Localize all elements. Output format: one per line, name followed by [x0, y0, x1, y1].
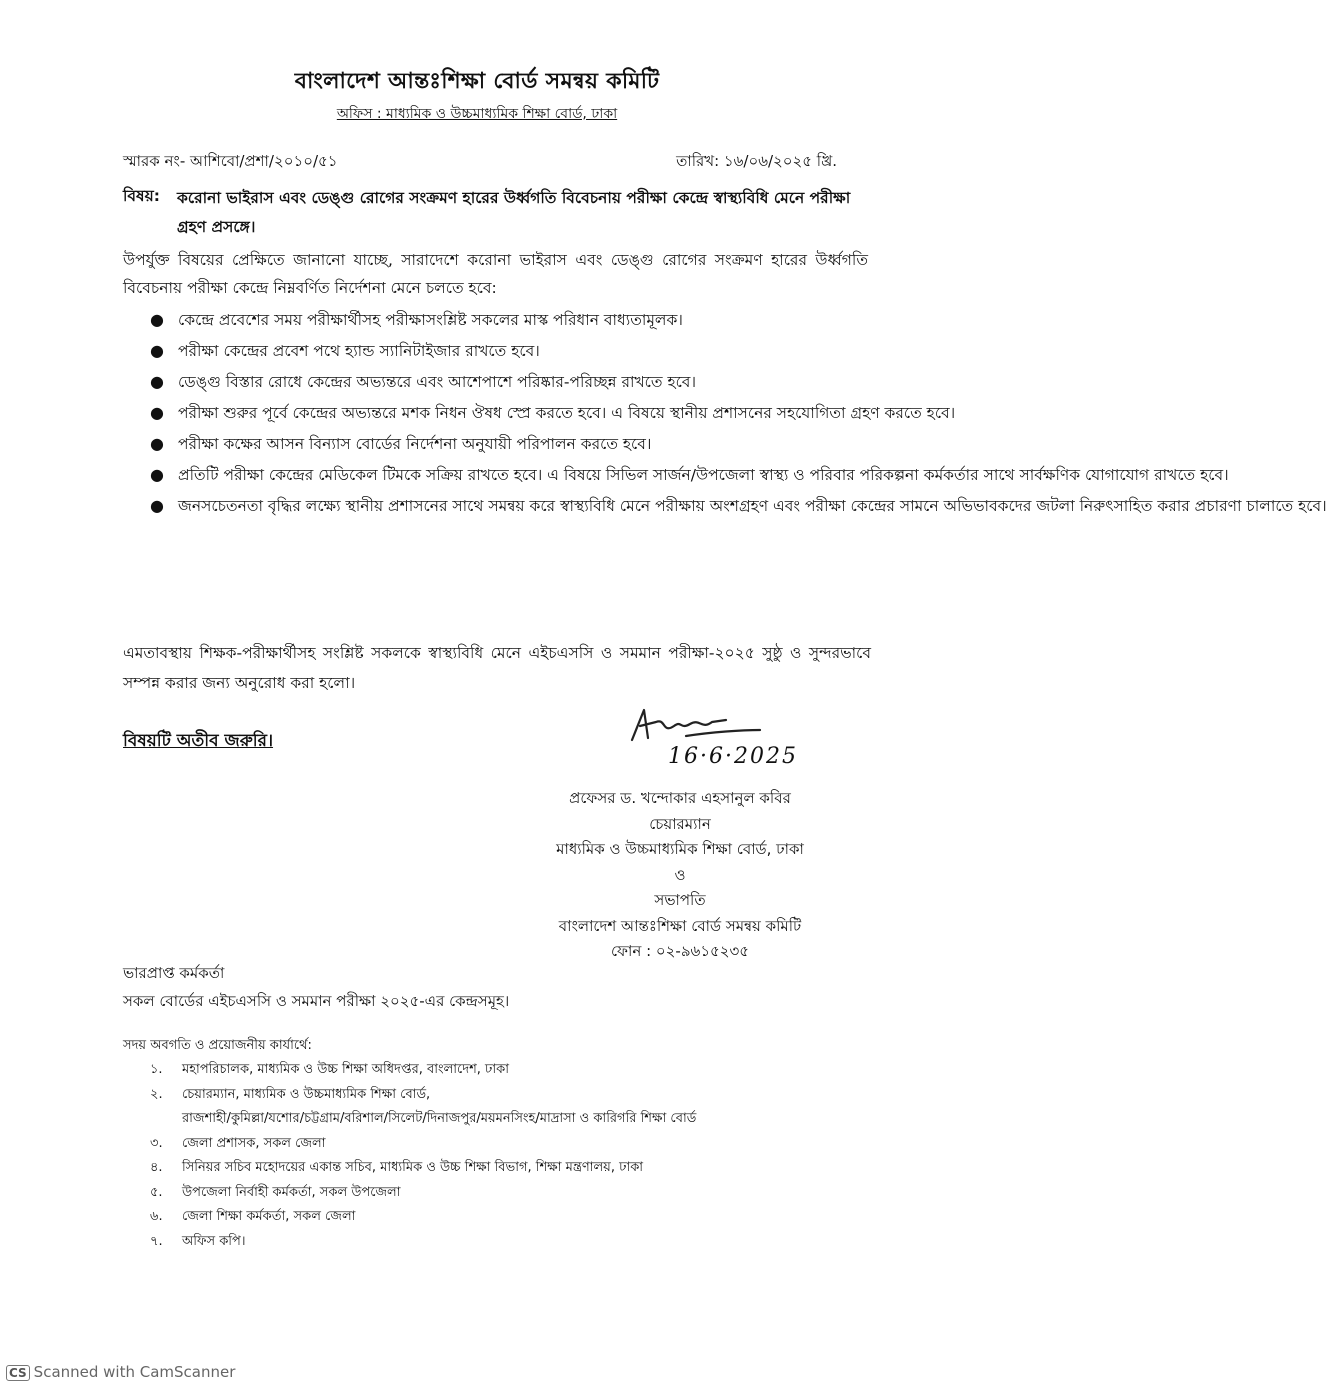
copy-to-list: [150, 1058, 850, 1254]
recipient-text: সকল বোর্ডের এইচএসসি ও সমমান পরীক্ষা ২০২৫-এর কেন্দ্রসমূহ।: [123, 992, 510, 1010]
office-text: অফিস : মাধ্যমিক ও উচ্চমাধ্যমিক শিক্ষা বোর্ড, ঢাকা: [336, 106, 618, 122]
item-text: মহাপরিচালক, মাধ্যমিক ও উচ্চ শিক্ষা অধিদপ্তর, বাংলাদেশ, ঢাকা: [182, 1062, 510, 1077]
signatory-phone: ফোন : ০২-৯৬১৫২৩৫: [610, 942, 750, 960]
list-item: [150, 1181, 850, 1206]
instruction-text: ডেঙ্গু বিস্তার রোধে কেন্দ্রের অভ্যন্তরে এবং আশেপাশে পরিষ্কার-পরিচ্ছন্ন রাখতে হবে।: [178, 373, 696, 391]
instruction-item: [146, 492, 1327, 520]
subject-label: বিষয়:: [123, 187, 160, 205]
instruction-item: [146, 430, 872, 458]
camscanner-logo-icon: CS: [6, 1365, 30, 1381]
bullet-icon: ●: [150, 403, 164, 422]
instruction-text: পরীক্ষা শুরুর পূর্বে কেন্দ্রের অভ্যন্তরে মশক নিধন ঔষধ স্প্রে করতে হবে। এ বিষয়ে স্থানীয় প্রশাসনের সহযোগিতা গ্রহণ করতে হবে।: [178, 404, 956, 422]
bullet-icon: ●: [150, 341, 164, 360]
bullet-icon: ●: [150, 372, 164, 391]
item-number: ৬.: [150, 1209, 163, 1224]
item-text: সিনিয়র সচিব মহোদয়ের একান্ত সচিব, মাধ্যমিক ও উচ্চ শিক্ষা বিভাগ, শিক্ষা মন্ত্রণালয়, ঢাকা: [182, 1160, 644, 1175]
office-line: [0, 102, 954, 126]
bullet-icon: ●: [150, 465, 164, 484]
item-text-continued: রাজশাহী/কুমিল্লা/যশোর/চট্টগ্রাম/বরিশাল/সিলেট/দিনাজপুর/ময়মনসিংহ/মাদ্রাসা ও কারিগরি শিক্ষা বোর্ড: [182, 1111, 697, 1126]
instruction-text: পরীক্ষা কেন্দ্রের প্রবেশ পথে হ্যান্ড স্যানিটাইজার রাখতে হবে।: [178, 342, 540, 360]
list-item: [150, 1205, 850, 1230]
signatory-designation: চেয়ারম্যান: [649, 814, 711, 833]
handwritten-date: 16·6·2025: [668, 744, 798, 769]
instruction-item: [146, 368, 872, 396]
signatory-board: মাধ্যমিক ও উচ্চমাধ্যমিক শিক্ষা বোর্ড, ঢাকা: [556, 840, 804, 858]
instruction-item: [146, 461, 1229, 489]
list-item: [150, 1132, 850, 1157]
watermark-text: Scanned with CamScanner: [33, 1363, 236, 1381]
signatory-name: প্রফেসর ড. খন্দোকার এহসানুল কবির: [569, 789, 791, 807]
signatory-committee: বাংলাদেশ আন্তঃশিক্ষা বোর্ড সমন্বয় কমিটি: [558, 916, 802, 935]
item-number: ১.: [150, 1062, 163, 1077]
list-item: [150, 1083, 850, 1132]
item-number: ৭.: [150, 1233, 163, 1249]
urgent-note: বিষয়টি অতীব জরুরি।: [123, 731, 274, 751]
item-text: জেলা প্রশাসক, সকল জেলা: [182, 1135, 326, 1151]
instruction-item: [146, 399, 956, 427]
issue-date: তারিখ: ১৬/০৬/২০২৫ খ্রি.: [676, 152, 837, 170]
instruction-text: প্রতিটি পরীক্ষা কেন্দ্রের মেডিকেল টিমকে সক্রিয় রাখতে হবে। এ বিষয়ে সিভিল সার্জন/উপজেলা স্বাস্থ্য ও পরিবার পরিকল্পনা কর্মকর্তার সাথে সার্বক্ষণিক যোগাযোগ রাখতে হবে।: [178, 466, 1229, 484]
instruction-item: [146, 337, 872, 365]
signatory-conjunction: ও: [674, 865, 686, 884]
signatory-role: সভাপতি: [654, 891, 706, 909]
instruction-text: জনসচেতনতা বৃদ্ধির লক্ষ্যে স্থানীয় প্রশাসনের সাথে সমন্বয় করে স্বাস্থ্যবিধি মেনে পরীক্ষায় অংশগ্রহণ এবং পরীক্ষা কেন্দ্রের সামনে অভিভাবকদের জটলা নিরুৎসাহিত করার প্রচারণা চালাতে হবে।: [178, 497, 1327, 515]
bullet-icon: ●: [150, 310, 164, 329]
copy-to-label: সদয় অবগতি ও প্রয়োজনীয় কার্যার্থে:: [123, 1038, 312, 1053]
bullet-icon: ●: [150, 434, 164, 453]
item-number: ৫.: [150, 1184, 163, 1200]
closing-paragraph: এমতাবস্থায় শিক্ষক-পরীক্ষার্থীসহ সংশ্লিষ্ট সকলকে স্বাস্থ্যবিধি মেনে এইচএসসি ও সমমান পরীক্ষা-২০২৫ সুষ্ঠু ও সুন্দরভাবে সম্পন্ন করার জন্য অনুরোধ করা হলো।: [123, 644, 871, 692]
item-number: ৩.: [150, 1135, 163, 1151]
item-number: ৪.: [150, 1160, 163, 1175]
list-item: [150, 1058, 850, 1083]
recipient-label: ভারপ্রাপ্ত কর্মকর্তা: [123, 964, 225, 982]
intro-paragraph: উপর্যুক্ত বিষয়ের প্রেক্ষিতে জানানো যাচ্ছে, সারাদেশে করোনা ভাইরাস এবং ডেঙ্গু রোগের সংক্রমণ হারের উর্ধ্বগতি বিবেচনায় পরীক্ষা কেন্দ্রে নিম্নবর্ণিত নির্দেশনা মেনে চলতে হবে:: [123, 251, 868, 297]
item-text: উপজেলা নির্বাহী কর্মকর্তা, সকল উপজেলা: [182, 1184, 401, 1200]
instruction-text: পরীক্ষা কক্ষের আসন বিন্যাস বোর্ডের নির্দেশনা অনুযায়ী পরিপালন করতে হবে।: [178, 435, 652, 453]
bullet-icon: ●: [150, 496, 164, 515]
item-text: অফিস কপি।: [182, 1233, 246, 1249]
item-number: ২.: [150, 1086, 163, 1102]
memo-number: স্মারক নং- আশিবো/প্রশা/২০১০/৫১: [123, 152, 338, 170]
instruction-text: কেন্দ্রে প্রবেশের সময় পরীক্ষার্থীসহ পরীক্ষাসংশ্লিষ্ট সকলের মাস্ক পরিধান বাধ্যতামূলক।: [178, 311, 683, 329]
list-item: [150, 1156, 850, 1181]
subject-text: করোনা ভাইরাস এবং ডেঙ্গু রোগের সংক্রমণ হারের উর্ধ্বগতি বিবেচনায় পরীক্ষা কেন্দ্রে স্বাস্থ্যবিধি মেনে পরীক্ষা গ্রহণ প্রসঙ্গে।: [177, 189, 851, 236]
signature-scribble: [622, 700, 802, 748]
scanner-watermark: [6, 1363, 235, 1381]
item-text: জেলা শিক্ষা কর্মকর্তা, সকল জেলা: [182, 1209, 356, 1224]
item-text: চেয়ারম্যান, মাধ্যমিক ও উচ্চমাধ্যমিক শিক্ষা বোর্ড,: [182, 1086, 431, 1102]
document-title: বাংলাদেশ আন্তঃশিক্ষা বোর্ড সমন্বয় কমিটি: [294, 69, 660, 94]
instruction-item: [146, 306, 872, 334]
list-item: [150, 1230, 850, 1255]
signatory-block: [480, 786, 880, 965]
instruction-list: [146, 306, 1327, 523]
